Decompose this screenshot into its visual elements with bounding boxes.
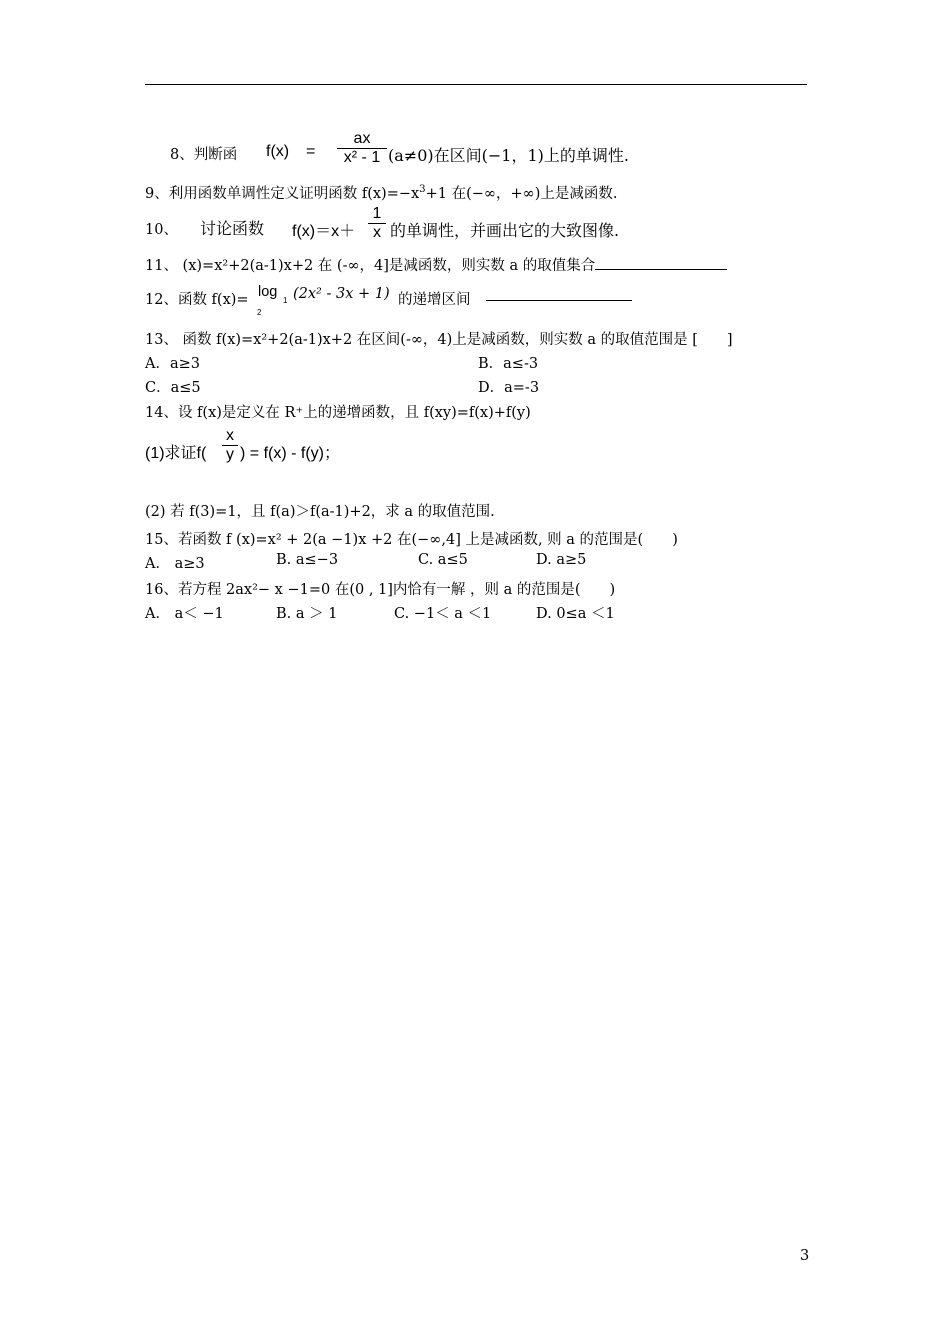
q12-log-base-num: 1 [283, 296, 288, 305]
q10-prefix: 10、 [145, 222, 178, 238]
question-11 [145, 254, 727, 275]
q16-option-c[interactable]: C. −1＜ a ＜1 [394, 606, 492, 622]
q10-numerator: 1 [368, 205, 386, 224]
q8-numerator: ax [337, 130, 387, 149]
q13-option-b[interactable]: B．a≤-3 [478, 356, 539, 372]
question-9 [145, 182, 618, 203]
q12-text: 12、函数 f(x)= [145, 292, 249, 308]
q13-text: 13、 函数 f(x)=x²+2(a-1)x+2 在区间(-∞，4)上是减函数，则实数 a 的取值范围是 [ ] [145, 332, 733, 348]
q15-option-c[interactable]: C. a≤5 [418, 552, 468, 568]
page-number: 3 [800, 1248, 810, 1264]
q9-exponent: 3 [419, 184, 426, 196]
q10-label: 讨论函数 [200, 219, 265, 238]
q11-text: 11、 (x)=x²+2(a-1)x+2 在 (-∞，4]是减函数，则实数 a 的取值集合 [145, 258, 596, 274]
q14-part1-fraction [222, 427, 238, 464]
q10-fx: f(x)＝x＋ [292, 223, 356, 240]
q14-part1-prefix: (1)求证f( [145, 445, 207, 462]
q8-suffix: (a≠0)在区间(−1，1)上的单调性. [388, 146, 629, 165]
q14-part2: (2) 若 f(3)=1，且 f(a)＞f(a-1)+2，求 a 的取值范围. [145, 504, 495, 520]
q15-option-a[interactable]: A． a≥3 [145, 556, 205, 572]
q12-answer-blank[interactable] [486, 288, 632, 301]
q12-argument: (2x² - 3x + 1) [293, 286, 390, 302]
q16-option-d[interactable]: D. 0≤a ＜1 [536, 606, 615, 622]
q14-part1-denominator: y [226, 446, 234, 463]
q13-option-a[interactable]: A．a≥3 [145, 356, 200, 372]
q12-log-base-den: 2 [257, 308, 262, 317]
q10-denominator: x [373, 224, 381, 241]
q15-option-b[interactable]: B. a≤−3 [276, 552, 339, 568]
q14-text: 14、设 f(x)是定义在 R⁺上的递增函数，且 f(xy)=f(x)+f(y) [145, 405, 531, 421]
q12-suffix: 的递增区间 [398, 292, 471, 308]
q8-fx: f(x) [266, 143, 290, 160]
q13-option-c[interactable]: C．a≤5 [145, 380, 201, 396]
q9-tail: +1 在(−∞，+∞)上是减函数. [425, 186, 618, 202]
q13-option-d[interactable]: D．a=-3 [478, 380, 540, 396]
q10-fraction [368, 205, 386, 242]
q16-option-a[interactable]: A． a＜ −1 [145, 606, 224, 622]
q8-prefix: 8、判断函 [170, 147, 238, 163]
header-rule [145, 84, 807, 85]
q12-log: log [258, 284, 278, 300]
q8-fraction [337, 130, 387, 167]
q14-part1-suffix: ) = f(x) - f(y)； [240, 445, 340, 462]
q10-suffix: 的单调性，并画出它的大致图像. [390, 221, 620, 240]
q15-text: 15、若函数 f (x)=x² + 2(a −1)x +2 在(−∞,4] 上是减函数, 则 a 的范围是( ) [145, 532, 678, 548]
q8-denominator: x² - 1 [343, 149, 381, 166]
q15-option-d[interactable]: D. a≥5 [536, 552, 587, 568]
q11-answer-blank[interactable] [595, 257, 727, 270]
q14-part1-numerator: x [222, 427, 238, 446]
q8-eq: = [306, 143, 316, 160]
q9-text: 9、利用函数单调性定义证明函数 f(x)=−x [145, 186, 420, 202]
q16-text: 16、若方程 2ax²− x −1=0 在(0 , 1]内恰有一解 ，则 a 的范围是( ) [145, 582, 616, 598]
q16-option-b[interactable]: B. a ＞ 1 [276, 606, 338, 622]
